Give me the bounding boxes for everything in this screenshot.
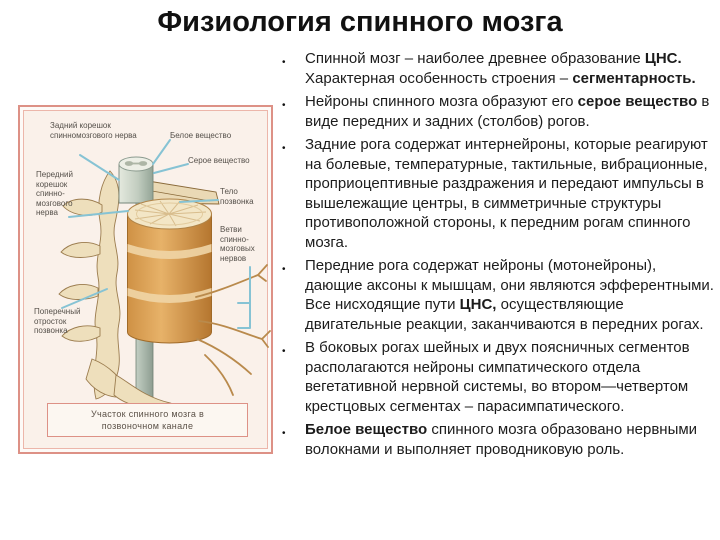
figure-caption-box (47, 403, 248, 437)
label-transverse-process (34, 307, 100, 336)
bullet-text (305, 50, 696, 87)
bullet-item (281, 135, 715, 252)
label-transverse-process-text: Поперечный отросток позвонка (34, 307, 81, 335)
bullet-marker-icon: • (282, 428, 286, 439)
spinal-cord-shape (119, 157, 153, 203)
bullet-item (281, 92, 715, 131)
figure-caption-text: Участок спинного мозга в позвоночном канале (90, 409, 205, 431)
leader-white-matter (153, 140, 170, 164)
bullet-text-segment: Задние рога содержат интернейроны, которые реагируют на болевые, температурные, тактильные, вибрационные, проприоцептивные раздражения и передают импульсы в вышележащие центры, в симметричные структуры противоположной стороны, к передним рогам спинного мозга. (305, 136, 708, 251)
bullet-text-segment: серое вещество (577, 93, 698, 110)
bullet-marker-icon: • (282, 346, 286, 357)
bullet-text-segment: спинного мозга образовано нервными волокнами и выполняет проводниковую роль. (305, 421, 698, 458)
bullet-text (305, 421, 697, 458)
bullet-text-segment: в виде передних и задних (столбов) рогов. (305, 93, 710, 130)
bullet-text (305, 136, 708, 251)
bullet-text-segment: Характерная особенность строения – (305, 69, 573, 87)
label-gray-matter-text: Серое вещество (188, 156, 250, 165)
bullet-marker-icon: • (282, 100, 286, 111)
label-vertebral-body-text: Тело позвонка (220, 187, 254, 206)
slide-title: Физиология спинного мозга (157, 6, 563, 38)
bullet-item (281, 49, 715, 88)
bullet-text-segment: осуществляющие двигательные реакции, заканчиваются в передних рогах. (305, 296, 704, 333)
bullet-item (281, 420, 715, 459)
bullet-marker-icon: • (282, 143, 286, 154)
bullet-text-segment: В боковых рогах шейных и двух поясничных сегментов располагаются нейроны симпатического отдела вегетативной нервной системы, во втором—четвертом крестцовых сегментах – парасимпатического. (305, 339, 690, 415)
bullet-marker-icon: • (282, 264, 286, 275)
leader-nerve-branches (238, 267, 250, 328)
bullet-text-segment: Передние рога содержат нейроны (мотонейроны), дающие аксоны к мышцам, они являются эфферентными. Все нисходящие пути (305, 257, 714, 313)
bullet-item (281, 338, 715, 416)
label-nerve-branches-text: Ветви спинно-мозговых нервов (220, 225, 255, 263)
bullet-text (305, 93, 709, 130)
label-vertebral-body (220, 187, 266, 206)
label-white-matter (170, 131, 231, 141)
leader-gray-matter (154, 164, 188, 173)
label-white-matter-text: Белое вещество (170, 131, 232, 140)
bullet-marker-icon: • (282, 57, 286, 68)
label-posterior-root-text: Задний корешок спинномозгового нерва (50, 121, 137, 140)
bullet-text-segment: Белое вещество (305, 421, 428, 438)
label-nerve-branches (220, 225, 270, 263)
bullet-text-segment: Нейроны спинного мозга образуют его (305, 93, 578, 110)
bullet-text-segment: ЦНС. (644, 50, 682, 67)
bullet-text-segment: ЦНС, (459, 296, 497, 313)
bullet-text (305, 339, 690, 415)
bullet-text-segment: Спинной мозг – наиболее древнее образование (305, 50, 645, 67)
label-anterior-root-text: Передний корешок спинно-мозгового нерва (36, 170, 73, 217)
bullet-list (281, 49, 715, 463)
bullet-item (281, 256, 715, 334)
bullet-text (305, 257, 714, 333)
spinal-cord-figure (18, 105, 273, 454)
label-posterior-root (50, 121, 142, 140)
bullet-text-segment: сегментарность. (572, 69, 696, 87)
label-gray-matter (188, 156, 250, 166)
label-anterior-root (36, 170, 90, 218)
